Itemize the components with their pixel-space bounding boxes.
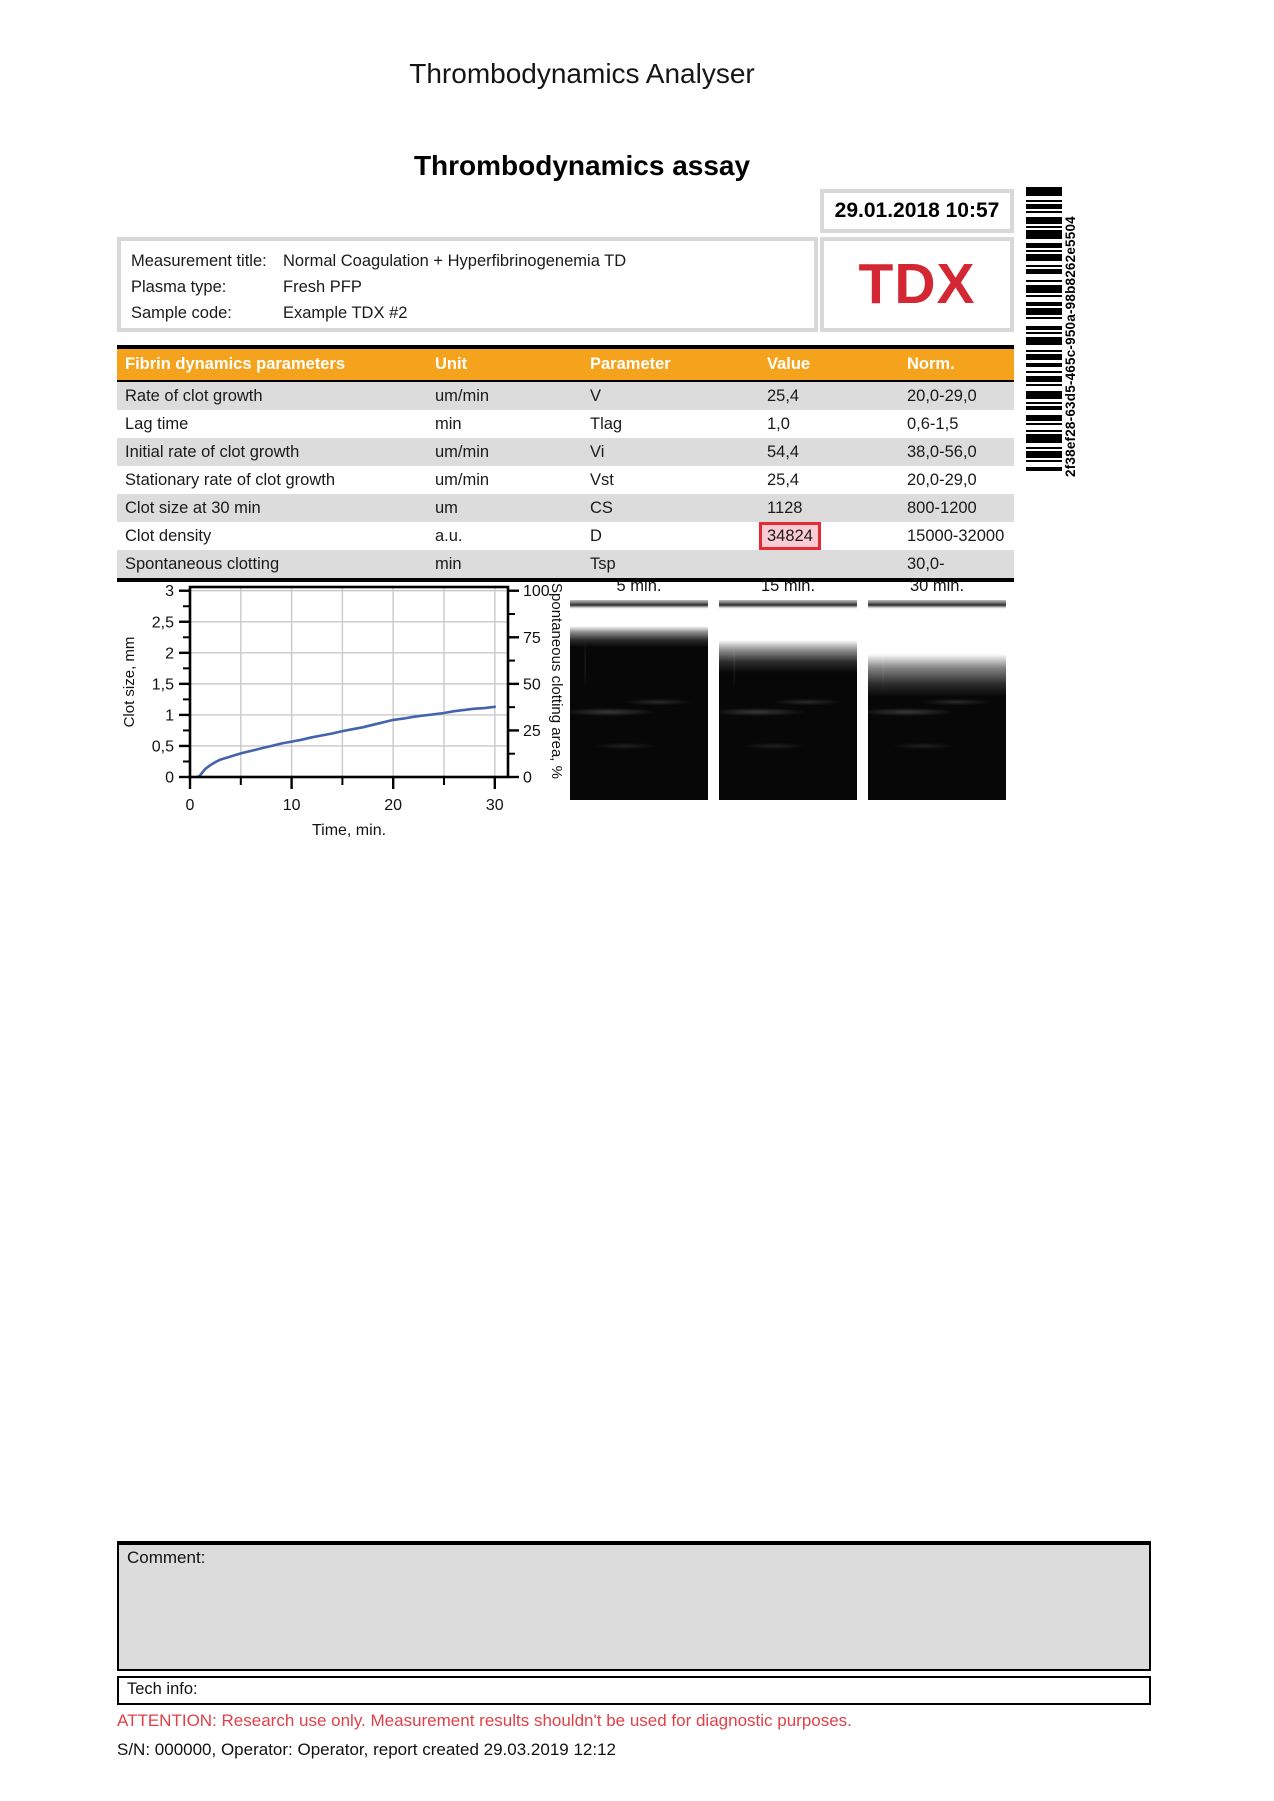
table-row — [117, 522, 1014, 550]
app-title: Thrombodynamics Analyser — [409, 58, 755, 89]
param-norm: 30,0- — [907, 554, 945, 573]
clot-photo-15min — [719, 600, 857, 800]
param-code: Tlag — [590, 414, 623, 433]
param-unit: min — [435, 554, 462, 573]
report-datetime-box — [820, 189, 1014, 233]
image-label-30min: 30 min. — [909, 577, 965, 595]
comment-label: Comment: — [127, 1548, 206, 1567]
param-code: D — [590, 526, 602, 545]
svg-text:0: 0 — [185, 797, 195, 814]
svg-text:20: 20 — [384, 797, 403, 814]
serial-operator-line: S/N: 000000, Operator: Operator, report created 29.03.2019 12:12 — [117, 1740, 616, 1759]
svg-text:25: 25 — [523, 722, 541, 740]
image-label-15min: 15 min. — [760, 577, 816, 595]
param-code: Vi — [590, 442, 605, 461]
parameters-table-wrap — [117, 345, 1014, 582]
param-norm: 38,0-56,0 — [907, 442, 977, 461]
header-norm: Norm. — [907, 355, 955, 373]
sample-code-label: Sample code: — [131, 304, 232, 322]
svg-text:100: 100 — [523, 583, 550, 601]
tdx-logo: TDX — [858, 252, 976, 316]
param-name: Clot size at 30 min — [125, 498, 261, 517]
svg-text:50: 50 — [523, 676, 541, 694]
param-value: 1,0 — [767, 414, 790, 433]
tdx-logo-box — [820, 237, 1014, 332]
param-norm: 15000-32000 — [907, 526, 1005, 545]
param-value: 25,4 — [767, 470, 800, 489]
param-unit: um/min — [435, 442, 490, 461]
table-row — [117, 381, 1014, 410]
param-name: Clot density — [125, 526, 212, 545]
clot-photo-5min — [570, 600, 708, 800]
report-title: Thrombodynamics assay — [413, 150, 751, 181]
param-unit: min — [435, 414, 462, 433]
param-name: Initial rate of clot growth — [125, 442, 300, 461]
svg-text:3: 3 — [165, 583, 174, 601]
param-value: 1128 — [767, 498, 803, 517]
svg-text:Time, min.: Time, min. — [311, 822, 387, 839]
svg-text:Clot size, mm: Clot size, mm — [121, 636, 138, 728]
header-parameter: Parameter — [590, 355, 671, 373]
svg-text:0: 0 — [165, 769, 174, 787]
table-row — [117, 438, 1014, 466]
measurement-info-box — [117, 237, 818, 332]
table-row — [117, 494, 1014, 522]
table-row — [117, 466, 1014, 494]
svg-text:1: 1 — [165, 707, 174, 725]
param-name: Stationary rate of clot growth — [125, 470, 336, 489]
svg-text:10: 10 — [282, 797, 301, 814]
svg-text:0,5: 0,5 — [151, 738, 174, 756]
measurement-title-value: Normal Coagulation + Hyperfibrinogenemia TD — [283, 252, 627, 270]
attention-notice: ATTENTION: Research use only. Measurement results shouldn't be used for diagnostic purposes. — [117, 1711, 852, 1730]
param-value: 25,4 — [767, 386, 800, 405]
comment-box — [117, 1541, 1151, 1671]
header-unit: Unit — [435, 355, 468, 373]
barcode — [1026, 187, 1062, 473]
plasma-type-label: Plasma type: — [131, 278, 227, 296]
table-header-row — [117, 347, 1014, 381]
param-code: V — [590, 386, 602, 405]
param-unit: a.u. — [435, 526, 463, 545]
parameters-table — [117, 345, 1014, 582]
report-datetime: 29.01.2018 10:57 — [834, 199, 1000, 222]
sample-code-value: Example TDX #2 — [283, 304, 408, 322]
svg-text:30: 30 — [485, 797, 504, 814]
sample-code-row — [131, 300, 804, 326]
measurement-title-row — [131, 248, 804, 274]
param-unit: um/min — [435, 470, 490, 489]
measurement-title-label: Measurement title: — [131, 252, 267, 270]
param-code: Tsp — [590, 554, 616, 573]
param-name: Spontaneous clotting — [125, 554, 280, 573]
svg-text:0: 0 — [523, 769, 532, 787]
param-name: Rate of clot growth — [125, 386, 263, 405]
param-norm: 800-1200 — [907, 498, 977, 517]
param-unit: um/min — [435, 386, 490, 405]
svg-text:2,5: 2,5 — [151, 614, 174, 632]
param-norm: 0,6-1,5 — [907, 414, 959, 433]
param-value-flagged: 34824 — [759, 522, 821, 550]
plasma-type-value: Fresh PFP — [283, 278, 362, 296]
tech-info-box — [117, 1676, 1151, 1705]
param-norm: 20,0-29,0 — [907, 470, 977, 489]
svg-text:Spontaneous clotting area, %: Spontaneous clotting area, % — [548, 583, 565, 779]
param-code: Vst — [590, 470, 614, 489]
header-parameters: Fibrin dynamics parameters — [125, 355, 346, 373]
param-code: CS — [590, 498, 613, 517]
param-unit: um — [435, 498, 458, 517]
param-name: Lag time — [125, 414, 189, 433]
barcode-text: 2f38ef28-63d5-465c-950a-98b8262e5504 — [1063, 216, 1078, 477]
tech-info-label: Tech info: — [127, 1680, 198, 1698]
svg-text:75: 75 — [523, 629, 541, 647]
plasma-type-row — [131, 274, 804, 300]
svg-text:2: 2 — [165, 645, 174, 663]
clot-growth-chart — [117, 575, 567, 865]
table-row — [117, 410, 1014, 438]
param-norm: 20,0-29,0 — [907, 386, 977, 405]
image-label-5min: 5 min. — [616, 577, 662, 595]
clot-photo-30min — [868, 600, 1006, 800]
param-value: 54,4 — [767, 442, 800, 461]
svg-text:1,5: 1,5 — [151, 676, 174, 694]
header-value: Value — [767, 355, 811, 373]
